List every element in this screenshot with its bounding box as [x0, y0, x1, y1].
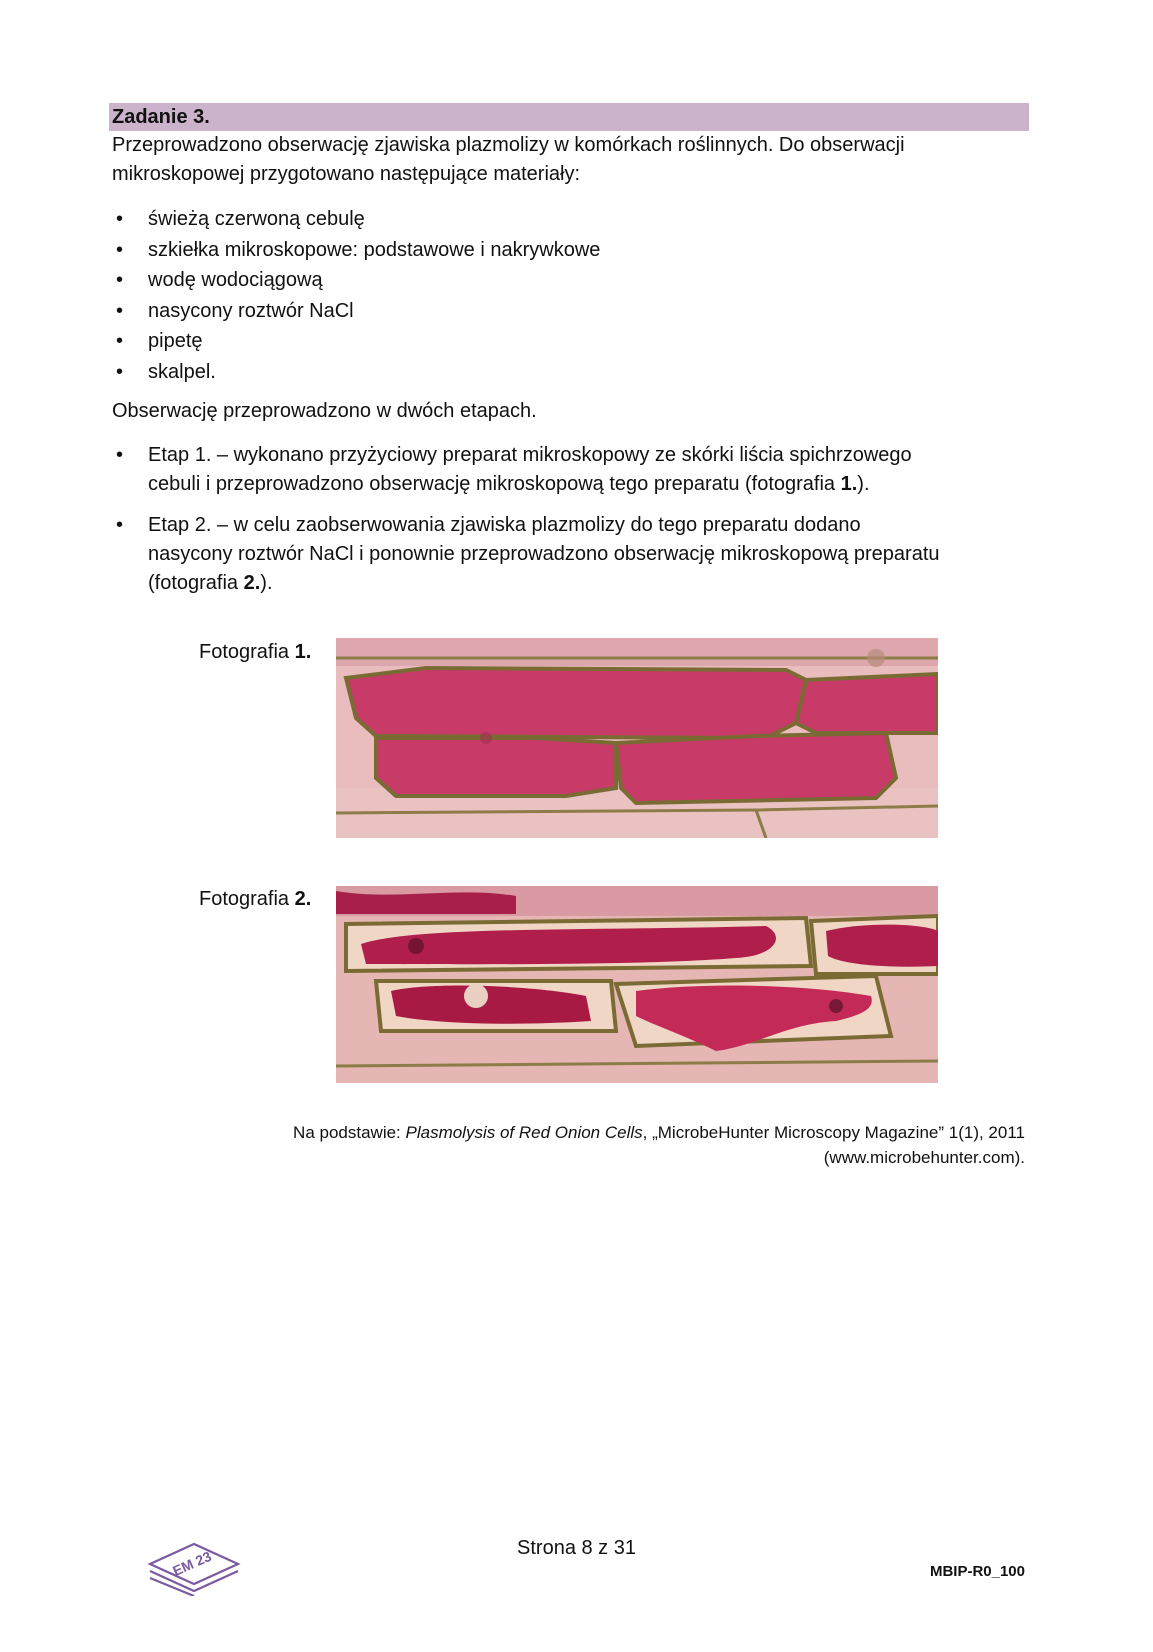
stages-intro: Obserwację przeprowadzono w dwóch etapach.: [112, 400, 537, 422]
list-item: • pipetę: [112, 326, 600, 357]
exam-code: MBIP-R0_100: [929, 1563, 1025, 1580]
onion-cells-normal-image: [336, 638, 938, 838]
list-item: • wodę wodociągową: [112, 265, 600, 296]
logo-text: EM 23: [170, 1547, 214, 1579]
list-item: • świeżą czerwoną cebulę: [112, 204, 600, 235]
bullet-icon: •: [116, 299, 124, 322]
source-citation: Na podstawie: Plasmolysis of Red Onion Cells, „MicrobeHunter Microscopy Magazine” 1(1), 2011 (www.microbehunter.com).: [293, 1123, 1025, 1167]
list-item: • nasycony roztwór NaCl: [112, 296, 600, 327]
stage-1: • Etap 1. – wykonano przyżyciowy preparat mikroskopowy ze skórki liścia spichrzowego cebuli i przeprowadzono obserwację mikroskopową tego preparatu (fotografia 1.).: [112, 441, 940, 499]
photo-1-micrograph: [336, 638, 938, 838]
onion-cells-plasmolysis-image: [336, 886, 938, 1083]
photo-2-label: Fotografia 2.: [199, 888, 312, 910]
materials-list: [112, 204, 600, 387]
task-header-bar: [109, 103, 1029, 131]
bullet-icon: •: [116, 360, 124, 383]
bullet-icon: •: [116, 444, 124, 466]
bullet-icon: •: [116, 208, 124, 230]
list-item: • szkiełka mikroskopowe: podstawowe i nakrywkowe: [112, 235, 600, 266]
page-number: Strona 8 z 31: [517, 1537, 636, 1559]
list-item: • skalpel.: [112, 357, 600, 388]
stage-2: • Etap 2. – w celu zaobserwowania zjawiska plazmolizy do tego preparatu dodano nasycony roztwór NaCl i ponownie przeprowadzono obserwację mikroskopową preparatu (fotografia 2.).: [112, 511, 940, 598]
bullet-icon: •: [116, 238, 124, 261]
intro-line-2: mikroskopowej przygotowano następujące materiały:: [112, 163, 581, 185]
bullet-icon: •: [116, 269, 124, 291]
bullet-icon: •: [116, 514, 124, 536]
task-title: Zadanie 3.: [112, 106, 210, 128]
bullet-icon: •: [116, 330, 124, 352]
photo-2-micrograph: [336, 886, 938, 1086]
photo-1-label: Fotografia 1.: [199, 641, 312, 663]
task-intro: [112, 131, 905, 189]
stages-list: [112, 441, 940, 598]
intro-line-1: Przeprowadzono obserwację zjawiska plazmolizy w komórkach roślinnych. Do obserwacji: [112, 134, 905, 156]
